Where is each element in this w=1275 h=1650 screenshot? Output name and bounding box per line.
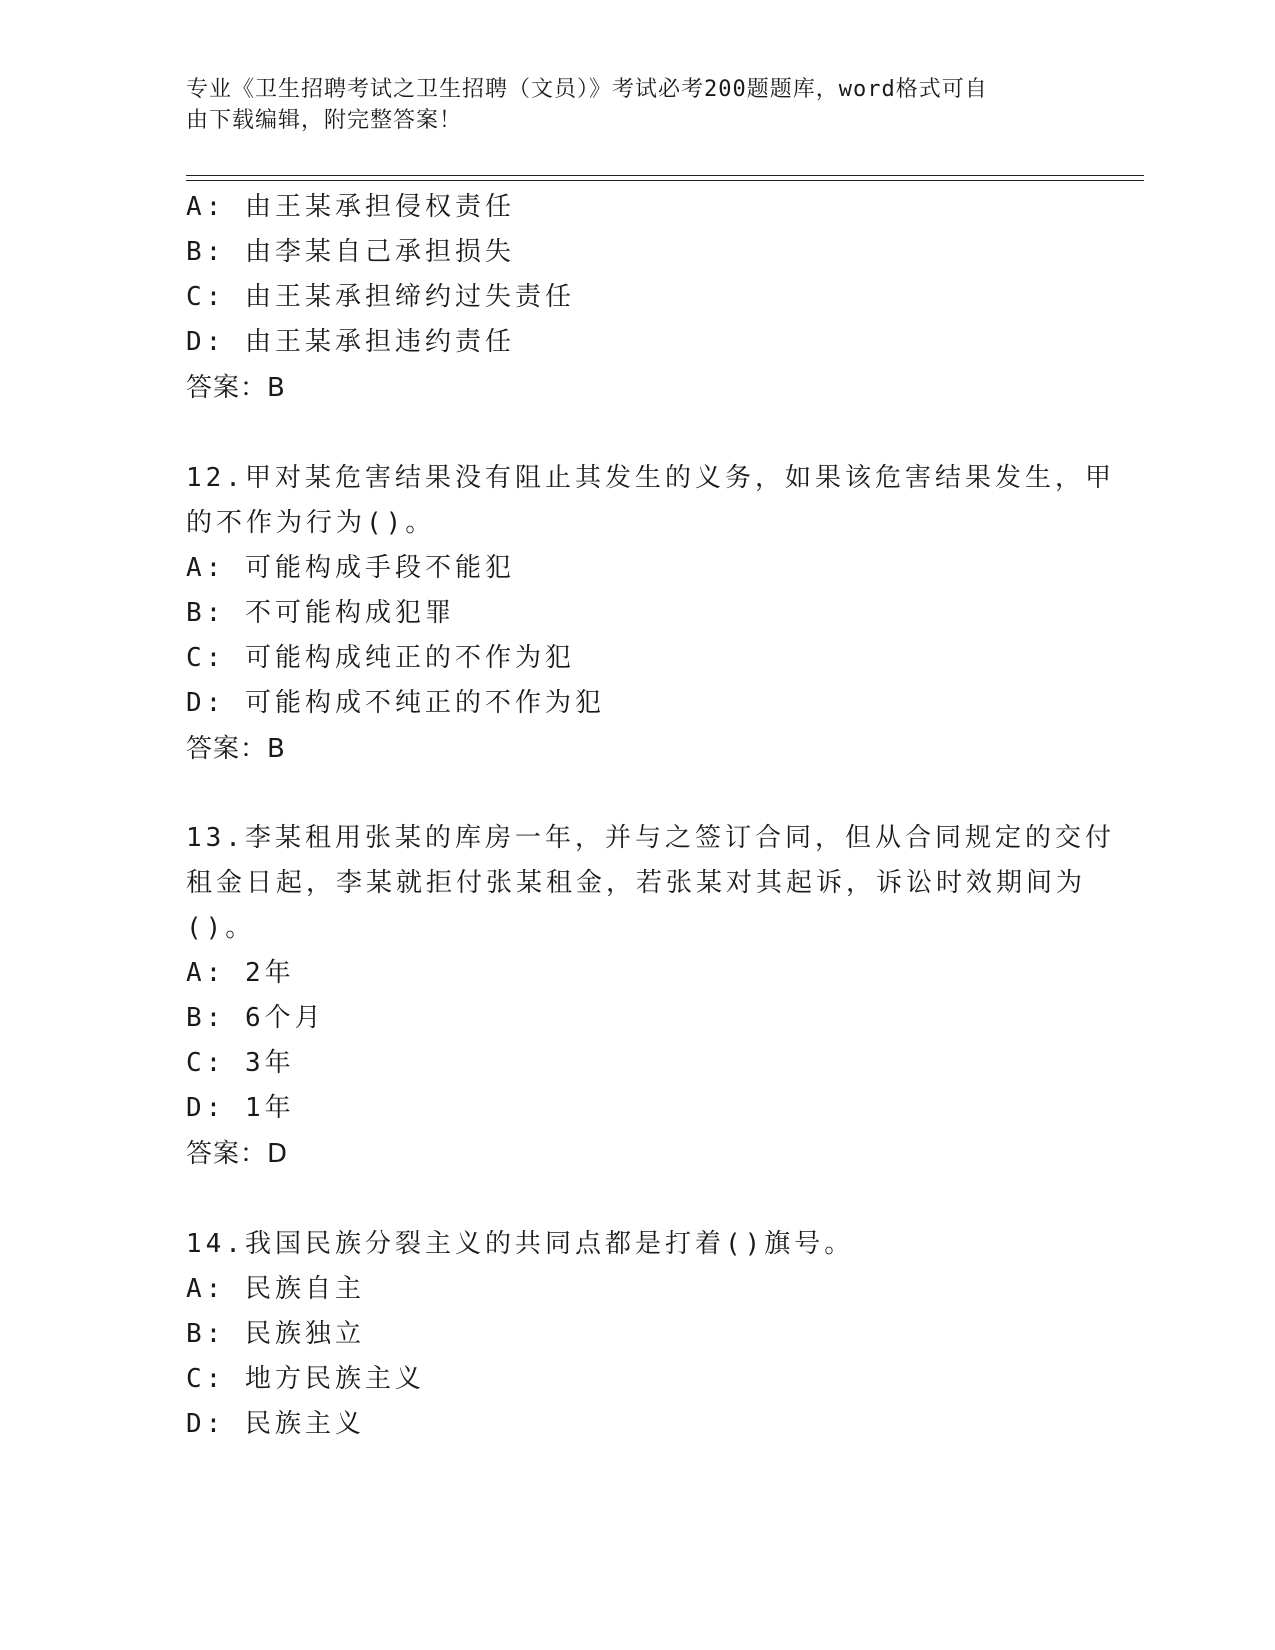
option-line: A: 可能构成手段不能犯 [186, 553, 515, 583]
question-stem-line: ()。 [186, 913, 256, 943]
document-header [186, 74, 1066, 136]
answer-line: 答案：B [186, 373, 286, 403]
question-stem-line: 12.甲对某危害结果没有阻止其发生的义务，如果该危害结果发生，甲 [186, 463, 1115, 493]
header-divider-top [186, 175, 1144, 176]
option-line: B: 不可能构成犯罪 [186, 598, 455, 628]
option-line: A: 民族自主 [186, 1274, 365, 1304]
answer-line: 答案：D [186, 1139, 289, 1169]
option-line: B: 由李某自己承担损失 [186, 237, 515, 267]
question-stem-line: 的不作为行为()。 [186, 508, 436, 538]
option-line: D: 由王某承担违约责任 [186, 327, 515, 357]
question-stem-line: 14.我国民族分裂主义的共同点都是打着()旗号。 [186, 1229, 855, 1259]
option-line: A: 2年 [186, 958, 295, 988]
option-line: D: 1年 [186, 1093, 295, 1123]
header-line: 专业《卫生招聘考试之卫生招聘（文员）》考试必考200题题库，word格式可自 [186, 77, 988, 102]
header-divider-bottom [186, 180, 1144, 181]
header-line: 由下载编辑，附完整答案！ [186, 108, 463, 133]
option-line: B: 民族独立 [186, 1319, 365, 1349]
question-stem-line: 租金日起，李某就拒付张某租金，若张某对其起诉，诉讼时效期间为 [186, 868, 1087, 898]
answer-line: 答案：B [186, 734, 286, 764]
option-line: D: 可能构成不纯正的不作为犯 [186, 688, 605, 718]
option-line: C: 3年 [186, 1048, 295, 1078]
option-line: B: 6个月 [186, 1003, 325, 1033]
option-line: C: 地方民族主义 [186, 1364, 425, 1394]
option-line: C: 由王某承担缔约过失责任 [186, 282, 575, 312]
option-line: D: 民族主义 [186, 1409, 365, 1439]
option-line: A: 由王某承担侵权责任 [186, 192, 515, 222]
question-stem-line: 13.李某租用张某的库房一年，并与之签订合同，但从合同规定的交付 [186, 823, 1115, 853]
option-line: C: 可能构成纯正的不作为犯 [186, 643, 575, 673]
